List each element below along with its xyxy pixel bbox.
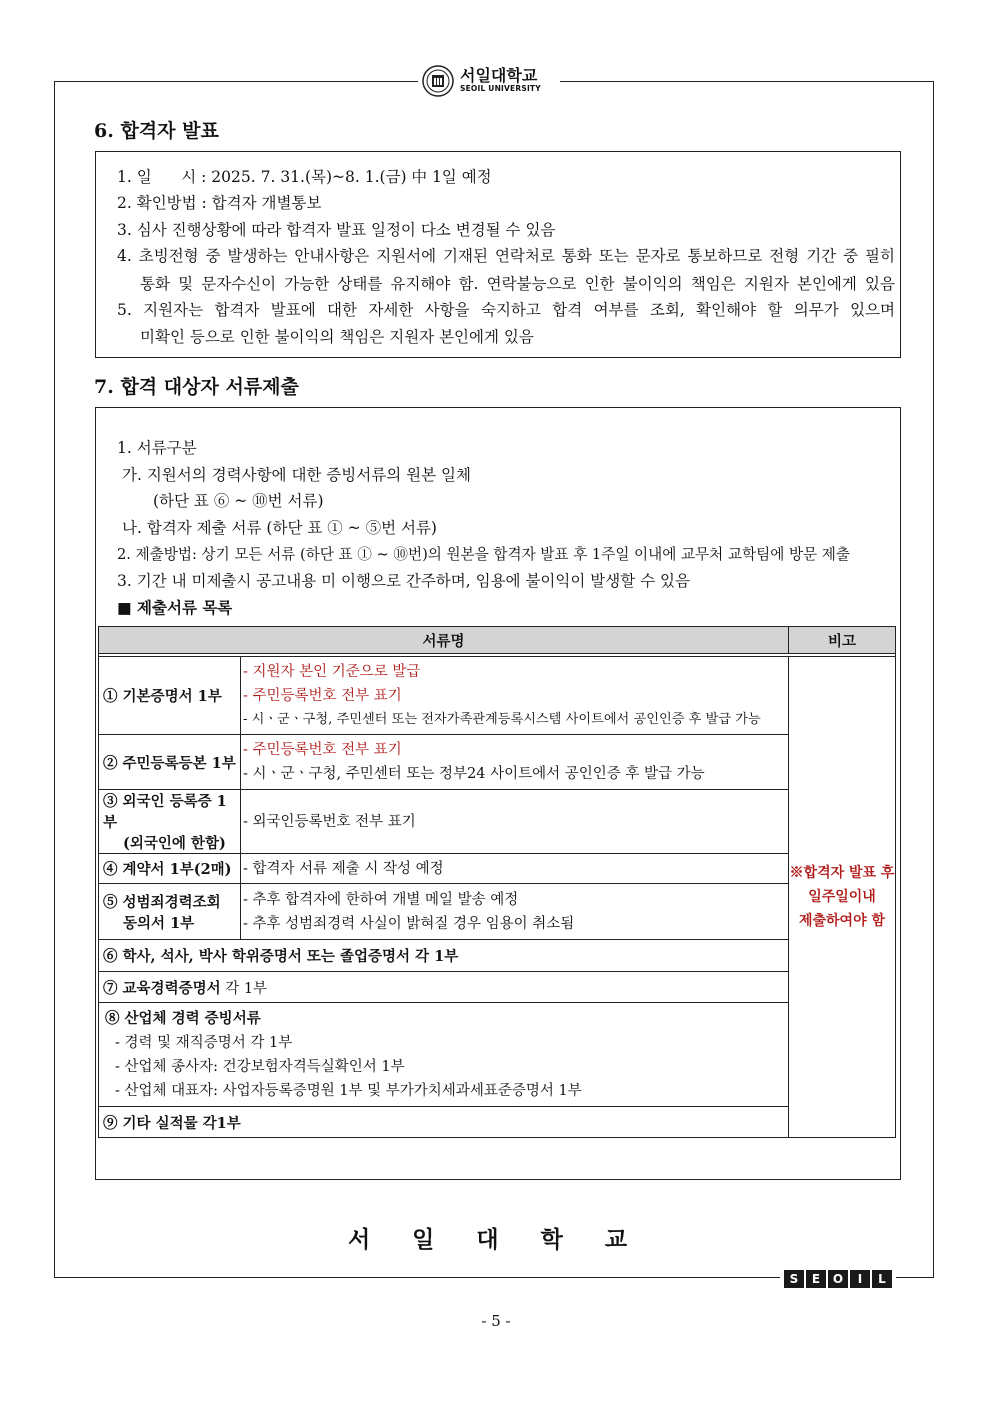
doc-desc: - 지원자 본인 기준으로 발급 - 주민등록번호 전부 표기 - 시ㆍ군ㆍ구청, 주민센터 또는 전자가족관계등록시스템 사이트에서 공인인증 후 발급 가능 xyxy=(241,657,789,735)
doc-name: ② 주민등록등본 1부 xyxy=(99,735,241,790)
submission-note: ※합격자 발표 후 일주일이내 제출하여야 함 xyxy=(789,657,896,1138)
s6-item-2: 2. 확인방법 : 합격자 개별통보 xyxy=(117,194,322,212)
doc-name: ④ 계약서 1부(2매) xyxy=(99,854,241,884)
table-row xyxy=(99,940,896,972)
doc-desc: - 외국인등록번호 전부 표기 xyxy=(241,790,789,854)
table-row xyxy=(99,1003,896,1107)
table-row xyxy=(99,884,896,940)
doc-name: ① 기본증명서 1부 xyxy=(99,657,241,735)
s6-item-1: 1. 일 시 : 2025. 7. 31.(목)~8. 1.(금) 中 1일 예정 xyxy=(117,168,492,186)
s7-item-1a-note: (하단 표 ⑥ ~ ⑩번 서류) xyxy=(153,492,324,510)
s6-item-4: 4. 초빙전형 중 발생하는 안내사항은 지원서에 기재된 연락처로 통화 또는 문자로 통보하므로 전형 기간 중 필히 xyxy=(117,247,895,265)
logo-korean: 서일대학교 xyxy=(460,66,538,85)
doc-desc: - 합격자 서류 제출 시 작성 예정 xyxy=(241,854,789,884)
document-table xyxy=(98,626,896,1138)
section7-title: 7. 합격 대상자 서류제출 xyxy=(94,376,299,398)
table-row xyxy=(99,854,896,884)
table-row xyxy=(99,972,896,1003)
s7-item-1a: 가. 지원서의 경력사항에 대한 증빙서류의 원본 일체 xyxy=(122,466,471,484)
s6-item-5-cont: 미확인 등으로 인한 불이익의 책임은 지원자 본인에게 있음 xyxy=(140,328,534,346)
s7-item-3: 3. 기간 내 미제출시 공고내용 미 이행으로 간주하며, 임용에 불이익이 발생할 수 있음 xyxy=(117,572,690,590)
doc-desc: - 주민등록번호 전부 표기 - 시ㆍ군ㆍ구청, 주민센터 또는 정부24 사이트에서 공인인증 후 발급 가능 xyxy=(241,735,789,790)
table-row xyxy=(99,790,896,854)
table-row xyxy=(99,1107,896,1138)
s7-item-2: 2. 제출방법: 상기 모든 서류 (하단 표 ① ~ ⑩번)의 원본을 합격자 발표 후 1주일 이내에 교무처 교학팀에 방문 제출 xyxy=(117,546,850,563)
doc-desc: - 추후 합격자에 한하여 개별 메일 발송 예정 - 추후 성범죄경력 사실이 밝혀질 경우 임용이 취소됨 xyxy=(241,884,789,940)
doc-full-row: ⑥ 학사, 석사, 박사 학위증명서 또는 졸업증명서 각 1부 xyxy=(99,940,789,972)
doc-full-row: ⑨ 기타 실적물 각1부 xyxy=(99,1107,789,1138)
doc-full-row: ⑦ 교육경력증명서 각 1부 xyxy=(99,972,789,1003)
s7-item-1: 1. 서류구분 xyxy=(117,439,197,457)
doc-list-heading: ■ 제출서류 목록 xyxy=(117,598,233,617)
col-header-note: 비고 xyxy=(789,627,896,654)
emblem-icon xyxy=(422,65,454,97)
table-row xyxy=(99,657,896,735)
section6-title: 6. 합격자 발표 xyxy=(94,120,219,142)
doc-full-row: ⑧ 산업체 경력 증빙서류 - 경력 및 재직증명서 각 1부 - 산업체 종사자: 건강보험자격득실확인서 1부 - 산업체 대표자: 사업자등록증명원 1부 및 부가가치세과세표준증명서 1부 xyxy=(99,1003,789,1107)
doc-name: ⑤ 성범죄경력조회 동의서 1부 xyxy=(99,884,241,940)
footer-university-name: 서 일 대 학 교 xyxy=(347,1226,645,1253)
s7-item-1b: 나. 합격자 제출 서류 (하단 표 ① ~ ⑤번 서류) xyxy=(122,519,437,537)
s6-item-4-cont: 통화 및 문자수신이 가능한 상태를 유지해야 함. 연락불능으로 인한 불이익의 책임은 지원자 본인에게 있음 xyxy=(140,275,895,293)
page-number: - 5 - xyxy=(481,1312,511,1330)
s6-item-3: 3. 심사 진행상황에 따라 합격자 발표 일정이 다소 변경될 수 있음 xyxy=(117,221,556,239)
s6-item-5: 5. 지원자는 합격자 발표에 대한 자세한 사항을 숙지하고 합격 여부를 조회, 확인해야 할 의무가 있으며 xyxy=(117,301,895,319)
logo-english: SEOIL UNIVERSITY xyxy=(460,84,541,93)
seoil-brand-mark: S E O I L xyxy=(780,1270,896,1288)
col-header-name: 서류명 xyxy=(99,627,789,654)
university-logo xyxy=(418,62,560,100)
doc-name: ③ 외국인 등록증 1부 (외국인에 한함) xyxy=(99,790,241,854)
table-row xyxy=(99,735,896,790)
